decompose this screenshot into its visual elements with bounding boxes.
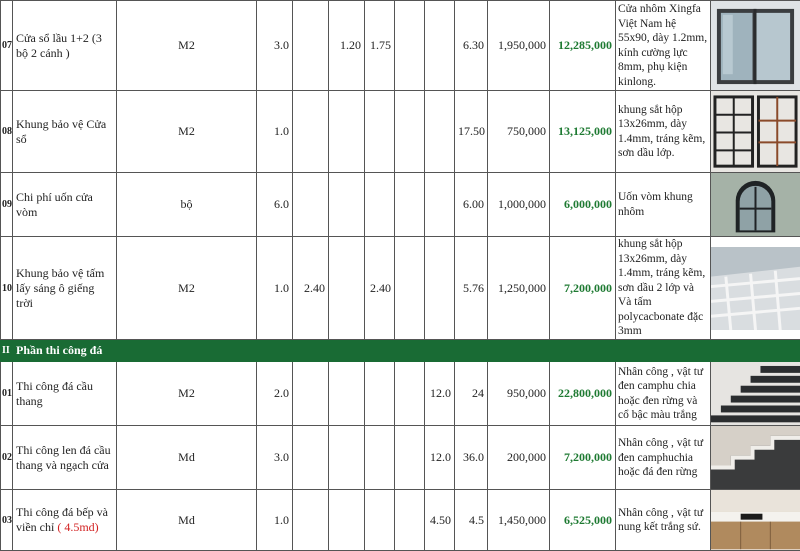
total-cell: 13,125,000 xyxy=(550,91,616,173)
dim-cell: 2.40 xyxy=(293,237,329,340)
row-number: 09 xyxy=(1,173,13,237)
table-row xyxy=(1,1,800,91)
amount-cell: 6.30 xyxy=(455,1,488,91)
total-cell: 7,200,000 xyxy=(550,237,616,340)
amount-cell: 36.0 xyxy=(455,426,488,490)
dim-cell xyxy=(395,490,425,550)
qty-cell: 1.0 xyxy=(257,237,293,340)
dim-cell xyxy=(293,426,329,490)
item-name xyxy=(13,490,117,550)
row-number: 07 xyxy=(1,1,13,91)
dim-cell xyxy=(329,426,365,490)
qty-cell: 3.0 xyxy=(257,426,293,490)
dim-cell xyxy=(329,173,365,237)
qty-cell: 2.0 xyxy=(257,361,293,425)
row-number: 01 xyxy=(1,361,13,425)
dim-cell xyxy=(365,173,395,237)
dim-cell xyxy=(329,91,365,173)
total-cell: 22,800,000 xyxy=(550,361,616,425)
amount-cell: 24 xyxy=(455,361,488,425)
item-name: Thi công len đá cầu thang và ngạch cửa xyxy=(13,426,117,490)
table-row xyxy=(1,426,800,490)
table-row xyxy=(1,91,800,173)
kitchen-counter-photo xyxy=(711,490,800,550)
unit-cell: M2 xyxy=(117,361,257,425)
dim-cell xyxy=(365,490,395,550)
price-cell: 1,450,000 xyxy=(488,490,550,550)
dim-cell xyxy=(293,1,329,91)
price-cell: 1,000,000 xyxy=(488,173,550,237)
section-header xyxy=(1,339,800,361)
row-number: 03 xyxy=(1,490,13,550)
amount-cell: 6.00 xyxy=(455,173,488,237)
arched-window-photo xyxy=(711,173,800,237)
window-grille-photo xyxy=(711,91,800,173)
note-cell: Nhân công , vật tư nung kết trắng sứ. xyxy=(616,490,711,550)
qty-cell: 3.0 xyxy=(257,1,293,91)
amount-cell: 4.5 xyxy=(455,490,488,550)
dim-cell: 4.50 xyxy=(425,490,455,550)
dim-cell xyxy=(425,1,455,91)
aluminum-window-photo xyxy=(711,1,800,91)
row-number: 08 xyxy=(1,91,13,173)
dim-cell xyxy=(395,426,425,490)
dim-cell xyxy=(365,426,395,490)
table-row xyxy=(1,173,800,237)
unit-cell: M2 xyxy=(117,1,257,91)
dim-cell xyxy=(329,361,365,425)
dim-cell xyxy=(365,91,395,173)
dim-cell: 12.0 xyxy=(425,426,455,490)
dim-cell xyxy=(425,237,455,340)
dim-cell: 1.75 xyxy=(365,1,395,91)
total-cell: 7,200,000 xyxy=(550,426,616,490)
total-cell: 6,000,000 xyxy=(550,173,616,237)
price-cell: 1,250,000 xyxy=(488,237,550,340)
dim-cell: 12.0 xyxy=(425,361,455,425)
section-number: II xyxy=(1,339,13,361)
note-cell: Nhân công , vật tư đen camphuchia hoặc đá đen rừng xyxy=(616,426,711,490)
item-name: Khung bảo vệ Cửa sổ xyxy=(13,91,117,173)
price-cell: 750,000 xyxy=(488,91,550,173)
qty-cell: 1.0 xyxy=(257,91,293,173)
note-cell: khung sắt hộp 13x26mm, dày 1.4mm, tráng kẽm, sơn dầu 2 lớp và Và tấm polycacbonate đặc 3mm xyxy=(616,237,711,340)
dim-cell: 1.20 xyxy=(329,1,365,91)
dim-cell: 2.40 xyxy=(365,237,395,340)
note-cell: Nhân công , vật tư đen camphu chia hoặc đen rừng và cổ bậc màu trắng xyxy=(616,361,711,425)
item-name: Khung bảo vệ tấm lấy sáng ô giếng trời xyxy=(13,237,117,340)
dim-cell xyxy=(329,237,365,340)
row-number: 10 xyxy=(1,237,13,340)
dim-cell xyxy=(293,173,329,237)
price-cell: 1,950,000 xyxy=(488,1,550,91)
skylight-grid-photo xyxy=(711,237,800,340)
unit-cell: M2 xyxy=(117,91,257,173)
item-name: Cửa sổ lầu 1+2 (3 bộ 2 cánh ) xyxy=(13,1,117,91)
dim-cell xyxy=(293,490,329,550)
total-cell: 6,525,000 xyxy=(550,490,616,550)
item-name-text: Thi công đá bếp và viền chỉ xyxy=(16,505,108,534)
section-title: Phần thi công đá xyxy=(13,339,800,361)
note-cell: Cửa nhôm Xingfa Việt Nam hệ 55x90, dày 1.2mm, kính cường lực 8mm, phụ kiện kinlong. xyxy=(616,1,711,91)
dim-cell xyxy=(329,490,365,550)
item-name: Chi phí uốn cửa vòm xyxy=(13,173,117,237)
dim-cell xyxy=(395,173,425,237)
dim-cell xyxy=(395,361,425,425)
item-name: Thi công đá cầu thang xyxy=(13,361,117,425)
dim-cell xyxy=(395,237,425,340)
amount-cell: 5.76 xyxy=(455,237,488,340)
dim-cell xyxy=(425,173,455,237)
dim-cell xyxy=(293,361,329,425)
table-row xyxy=(1,490,800,550)
amount-cell: 17.50 xyxy=(455,91,488,173)
stair-skirting-photo xyxy=(711,426,800,490)
unit-cell: Md xyxy=(117,426,257,490)
total-cell: 12,285,000 xyxy=(550,1,616,91)
item-name-length: ( 4.5md) xyxy=(57,520,98,534)
unit-cell: bộ xyxy=(117,173,257,237)
dim-cell xyxy=(293,91,329,173)
dim-cell xyxy=(395,91,425,173)
qty-cell: 6.0 xyxy=(257,173,293,237)
stone-stairs-photo xyxy=(711,361,800,425)
dim-cell xyxy=(395,1,425,91)
unit-cell: M2 xyxy=(117,237,257,340)
unit-cell: Md xyxy=(117,490,257,550)
dim-cell xyxy=(365,361,395,425)
price-cell: 200,000 xyxy=(488,426,550,490)
row-number: 02 xyxy=(1,426,13,490)
price-cell: 950,000 xyxy=(488,361,550,425)
table-row xyxy=(1,237,800,340)
note-cell: khung sắt hộp 13x26mm, dày 1.4mm, tráng kẽm, sơn dầu lớp. xyxy=(616,91,711,173)
dim-cell xyxy=(425,91,455,173)
table-row xyxy=(1,361,800,425)
qty-cell: 1.0 xyxy=(257,490,293,550)
note-cell: Uốn vòm khung nhôm xyxy=(616,173,711,237)
